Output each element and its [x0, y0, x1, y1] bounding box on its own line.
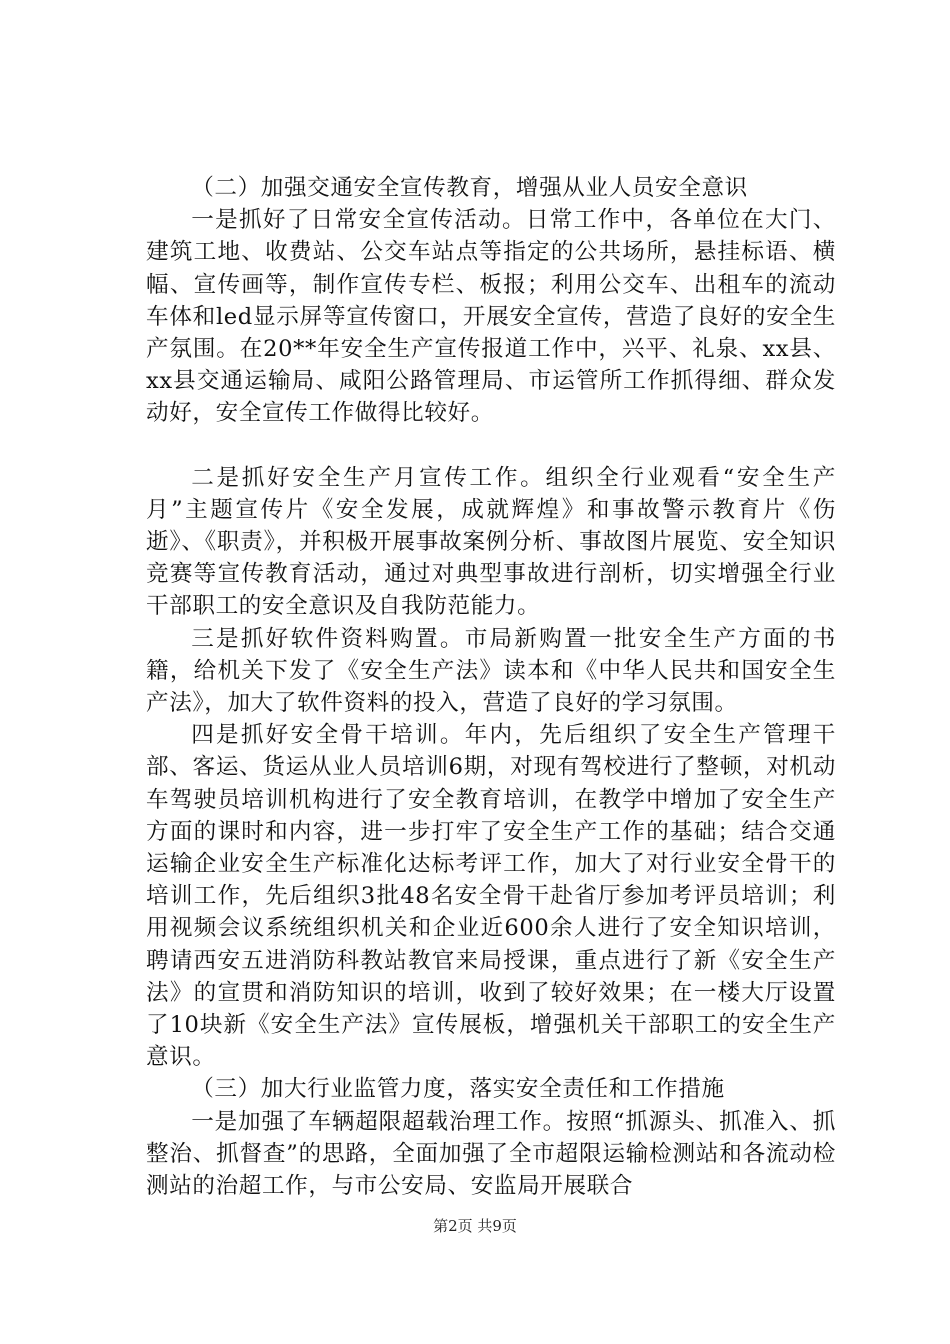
paragraph-overload-control: 一是加强了车辆超限超载治理工作。按照“抓源头、抓准入、抓整治、抓督查”的思路，全面加强了全市超限运输检测站和各流动检测站的治超工作，与市公安局、安监局开展联合	[146, 1108, 836, 1200]
paragraph-backbone-training: 四是抓好安全骨干培训。年内，先后组织了安全生产管理干部、客运、货运从业人员培训6期，对现有驾校进行了整顿，对机动车驾驶员培训机构进行了安全教育培训，在教学中增加了安全生产方面的课时和内容，进一步打牢了安全生产工作的基础；结合交通运输企业安全生产标准化达标考评工作，加大了对行业安全骨干的培训工作，先后组织3批48名安全骨干赴省厅参加考评员培训；利用视频会议系统组织机关和企业近600余人进行了安全知识培训，聘请西安五进消防科教站教官来局授课，重点进行了新《安全生产法》的宣贯和消防知识的培训，收到了较好效果；在一楼大厅设置了10块新《安全生产法》宣传展板，增强机关干部职工的安全生产意识。	[146, 722, 836, 1071]
section-heading-2: （二）加强交通安全宣传教育，增强从业人员安全意识	[191, 175, 748, 201]
document-body	[146, 172, 836, 1202]
paragraph-daily-publicity: 一是抓好了日常安全宣传活动。日常工作中，各单位在大门、建筑工地、收费站、公交车站点等指定的公共场所，悬挂标语、横幅、宣传画等，制作宣传专栏、板报；利用公交车、出租车的流动车体和led显示屏等宣传窗口，开展安全宣传，营造了良好的安全生产氛围。在20**年安全生产宣传报道工作中，兴平、礼泉、xx县、xx县交通运输局、咸阳公路管理局、市运管所工作抓得细、群众发动好，安全宣传工作做得比较好。	[146, 207, 836, 427]
page-number: 第2页 共9页	[433, 1217, 517, 1235]
paragraph-safety-month: 二是抓好安全生产月宣传工作。组织全行业观看“安全生产月”主题宣传片《安全发展，成就辉煌》和事故警示教育片《伤逝》、《职责》，并积极开展事故案例分析、事故图片展览、安全知识竞赛等宣传教育活动，通过对典型事故进行剖析，切实增强全行业干部职工的安全意识及自我防范能力。	[146, 464, 836, 620]
section-heading-3: （三）加大行业监管力度，落实安全责任和工作措施	[191, 1076, 725, 1103]
paragraph-materials-purchase: 三是抓好软件资料购置。市局新购置一批安全生产方面的书籍，给机关下发了《安全生产法》读本和《中华人民共和国安全生产法》，加大了软件资料的投入，营造了良好的学习氛围。	[146, 625, 836, 717]
